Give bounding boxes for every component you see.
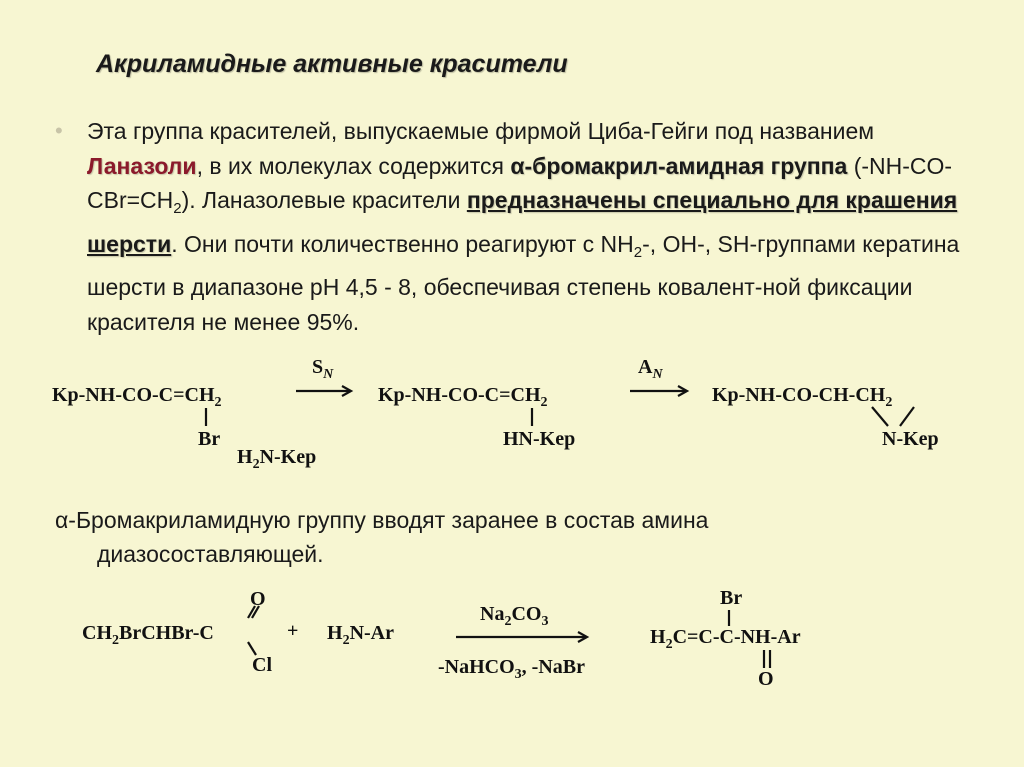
scheme1-molecule3: $Kp-NH-CO-CH-CH_2$ (712, 384, 893, 410)
scheme2-reactant2: $H_2N-Ar$ (327, 622, 394, 648)
scheme2-chloride: Cl (252, 654, 272, 676)
scheme2-product: $H_2C=C-C-NH-Ar$ (650, 626, 801, 652)
scheme2-product-br: Br (720, 587, 743, 609)
para-text-4: ). Ланазолевые красители (181, 187, 467, 213)
para-text-3: (-NH-CO-CBr=CH (87, 152, 953, 213)
aziridine-bond-left (872, 407, 888, 426)
scheme1-arrow2-label: $A_N$ (638, 356, 663, 382)
scheme2-below-arrow: -NaHCO$_3$, -NaBr (438, 656, 585, 682)
para-text-5: . Они почти количественно реагируют с NH (171, 230, 634, 257)
aziridine-bond-right (900, 407, 914, 426)
scheme1-molecule1: $Kp-NH-CO-C=CH_2$ (52, 384, 222, 410)
scheme1-molecule2-sub: HN-Kep (503, 428, 576, 450)
slide-title: Акриламидные активные красители (96, 50, 568, 78)
para-text-6: -, OH-, SH-группами кератина шерсти в диапазоне pH 4,5 - 8, обеспечивая степень ковалент-ной фиксации красителя не менее 95%. (87, 230, 960, 335)
scheme1-arrow1-label: $S_N$ (312, 356, 334, 382)
para-text-2: , в их молекулах содержится (196, 152, 511, 179)
scheme1-molecule2: $Kp-NH-CO-C=CH_2$ (378, 384, 548, 410)
scheme2-carbonyl-o: O (250, 588, 266, 610)
scheme2-reactant1: $CH_2BrCHBr-C$ (82, 622, 214, 648)
para-text-1: Эта группа красителей, выпускаемые фирмой Циба-Гейги под названием (87, 118, 875, 144)
second-paragraph-line1: α-Бромакриламидную группу вводят заранее в состав амина (55, 507, 709, 533)
second-paragraph-line2: диазосоставляющей. (97, 541, 324, 567)
scheme2-plus: + (287, 620, 299, 642)
scheme1-molecule3-sub: N-Kep (882, 428, 939, 450)
scheme2-above-arrow: $Na_2CO_3$ (480, 603, 549, 629)
purpose-term: предназначены специально для крашения шерсти (87, 187, 958, 257)
bond-c-cl (248, 642, 256, 655)
para-sub-2: 2 (173, 200, 182, 217)
bullet-marker: • (55, 118, 63, 143)
lanasol-term: Ланазоли (87, 152, 197, 179)
scheme1-molecule1-br: Br (198, 428, 221, 450)
para-sub-2b: 2 (633, 243, 643, 261)
scheme1-reagent: $H_2N$-Kep (237, 446, 317, 472)
scheme2-product-o: O (758, 668, 774, 690)
alpha-group-term: α-бромакрил-амидная группа (510, 152, 848, 179)
